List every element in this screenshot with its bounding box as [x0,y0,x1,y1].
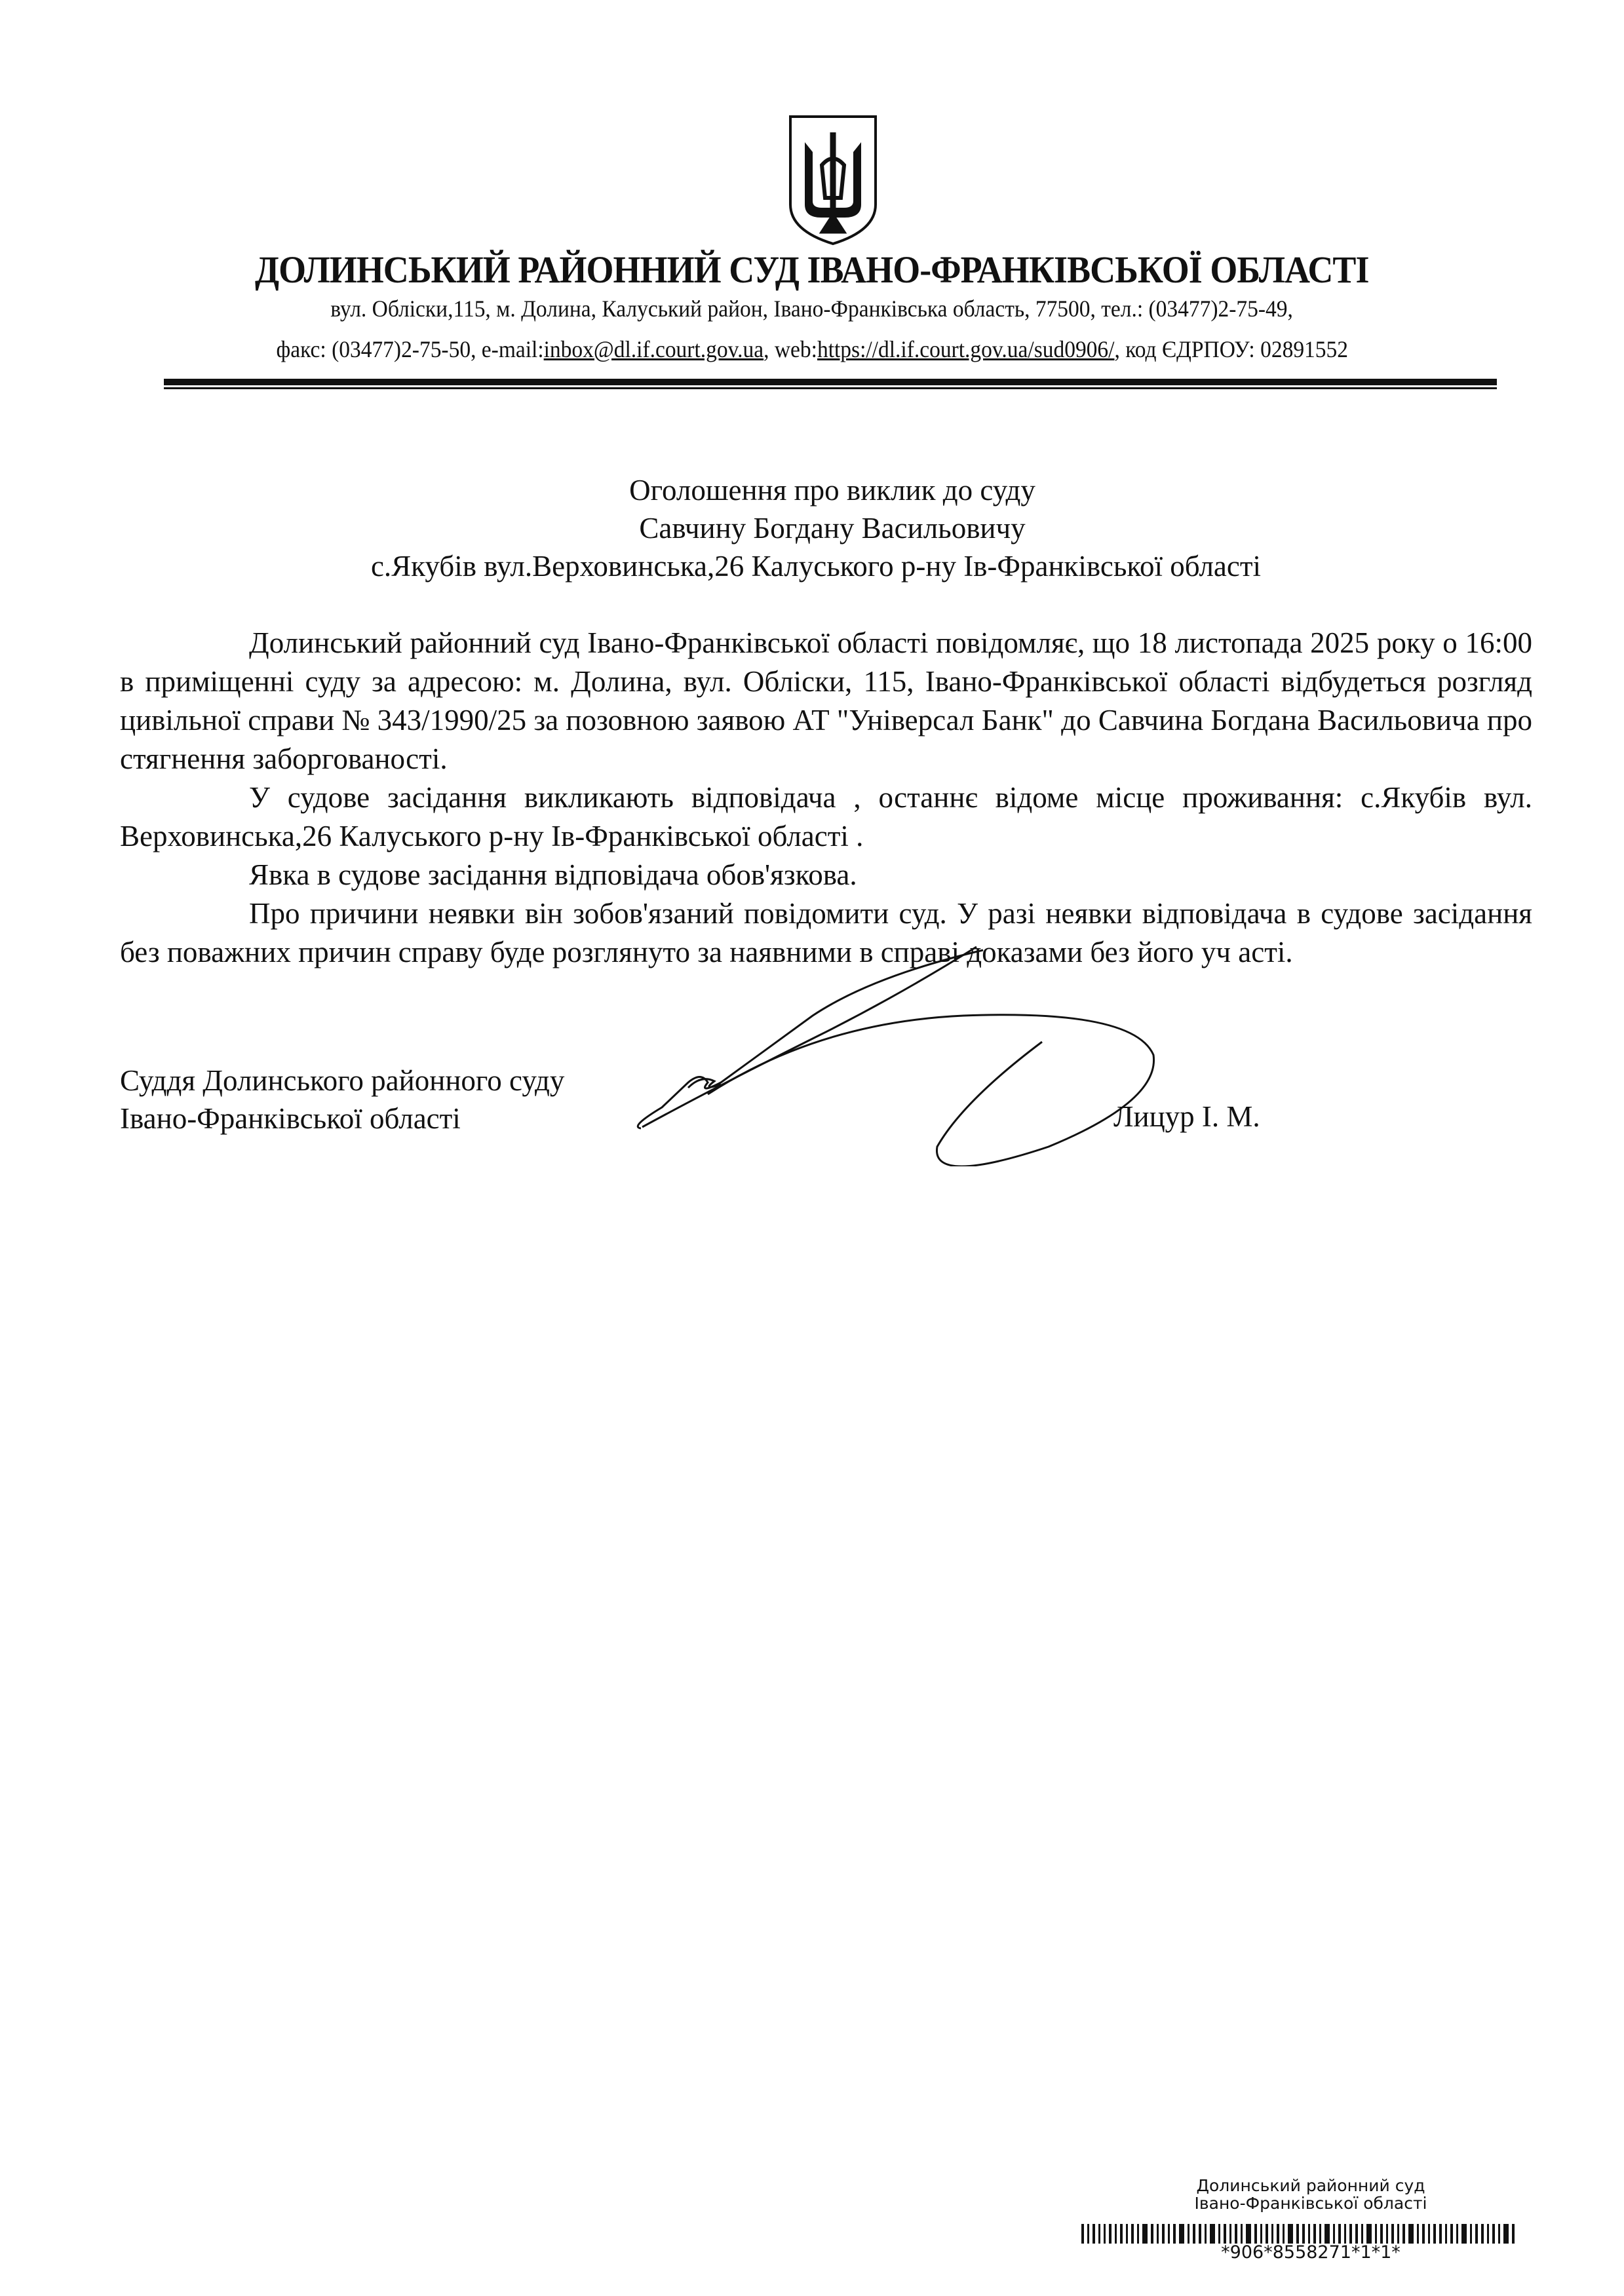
barcode-bar [1380,2224,1383,2244]
barcode-bar [1283,2224,1285,2244]
barcode-bar [1241,2224,1243,2244]
barcode-bar [1288,2224,1293,2244]
barcode-bar [1179,2224,1184,2244]
barcode-bar [1235,2224,1237,2244]
edrpou-code: , код ЄДРПОУ: 02891552 [1114,336,1348,362]
judge-name: Лицур І. М. [1113,1100,1260,1133]
barcode-bar [1492,2224,1495,2244]
barcode-bar [1308,2224,1310,2244]
barcode-bar [1104,2224,1106,2244]
registry-stamp [1075,2177,1547,2212]
barcode-bar [1355,2224,1358,2244]
barcode-bar [1422,2224,1425,2244]
header-divider-thin [164,387,1497,389]
barcode-bar [1397,2224,1399,2244]
barcode-bar [1098,2224,1100,2244]
judge-title-line2: Івано-Франківської області [120,1102,461,1135]
barcode-bar [1142,2224,1148,2244]
court-contacts [0,335,1624,363]
barcode-bar [1205,2224,1207,2244]
barcode-bar [1503,2224,1509,2244]
barcode-bar [1126,2224,1128,2244]
barcode-bar [1417,2224,1419,2244]
judge-title-line1: Суддя Долинського районного суду [120,1064,565,1097]
barcode-bar [1439,2224,1442,2244]
barcode-bar [1193,2224,1195,2244]
barcode-bar [1173,2224,1176,2244]
barcode-bar [1445,2224,1447,2244]
paragraph: Явка в судове засідання відповідача обов'язкова. [249,858,857,891]
barcode-bar [1229,2224,1231,2244]
barcode-bar [1461,2224,1467,2244]
barcode-bar [1428,2224,1430,2244]
header-divider-thick [164,379,1497,385]
fax-text: факс: (03477)2-75-50, e-mail: [276,336,544,362]
barcode-bar [1512,2224,1515,2244]
announcement-body [120,624,1532,972]
barcode-bar [1433,2224,1436,2244]
barcode-bar [1313,2224,1316,2244]
barcode-bar [1210,2224,1215,2244]
barcode-bar [1349,2224,1352,2244]
announcement-title: Оголошення про виклик до суду [629,474,1035,507]
barcode-bar [1386,2224,1388,2244]
paragraph: Долинський районний суд Івано-Франківської області повідомляє, що 18 листопада 2025 року о 16:00 в приміщенні суду за адресою: м. Долина, вул. Обліски, 115, Івано-Франківської області відбудеться розгляд цивільної справи № 343/1990/25 за позовною заявою АТ "Універсал Банк" до Савчина Богдана Васильовича про стягнення заборгованості. [120,626,1532,775]
barcode-bar [1087,2224,1089,2244]
barcode-bar [1481,2224,1484,2244]
barcode-bar [1470,2224,1472,2244]
barcode-bar [1260,2224,1262,2244]
barcode-bar [1131,2224,1134,2244]
barcode-bar [1254,2224,1257,2244]
stamp-line2: Івано-Франківської області [1194,2194,1427,2213]
barcode-bar [1366,2224,1372,2244]
barcode-bar [1402,2224,1405,2244]
barcode-bar [1081,2224,1084,2244]
barcode-bar [1338,2224,1341,2244]
barcode-bar [1361,2224,1363,2244]
barcode-bar [1277,2224,1279,2244]
barcode-number: *906*8558271*1*1* [1221,2242,1401,2263]
barcode-bar [1092,2224,1095,2244]
barcode-bar [1475,2224,1478,2244]
barcode-bar [1157,2224,1159,2244]
barcode-bar [1450,2224,1453,2244]
barcode-bar [1188,2224,1189,2244]
barcode [1081,2224,1540,2244]
barcode-bar [1456,2224,1458,2244]
barcode-bar [1487,2224,1489,2244]
barcode-bar [1344,2224,1346,2244]
barcode-bar [1120,2224,1123,2244]
barcode-bar [1199,2224,1201,2244]
paragraph: У судове засідання викликають відповідача , останнє відоме місце проживання: с.Якубів вул. Верховинська,26 Калуського р-ну Ів-Франківської області . [120,781,1532,852]
web-link[interactable]: https://dl.if.court.gov.ua/sud0906/ [817,336,1115,362]
addressee-name: Савчину Богдану Васильовичу [639,512,1026,545]
barcode-bar [1109,2224,1112,2244]
barcode-bar [1324,2224,1330,2244]
barcode-bar [1296,2224,1299,2244]
court-name: ДОЛИНСЬКИЙ РАЙОННИЙ СУД ІВАНО-ФРАНКІВСЬКОЇ ОБЛАСТІ [255,248,1369,291]
barcode-bar [1319,2224,1321,2244]
barcode-bar [1375,2224,1377,2244]
web-label: , web: [763,336,817,362]
paragraph: Про причини неявки він зобов'язаний повідомити суд. У разі неявки відповідача в судове засідання без поважних причин справу буде розглянуто за наявними в справі доказами без його уч асті. [120,897,1532,968]
barcode-bar [1115,2224,1117,2244]
barcode-bar [1224,2224,1226,2244]
judge-title [120,1062,564,1138]
barcode-bar [1137,2224,1139,2244]
barcode-bar [1302,2224,1305,2244]
handwritten-signature [623,930,1167,1166]
barcode-bar [1151,2224,1153,2244]
email-link[interactable]: inbox@dl.if.court.gov.ua [543,336,764,362]
stamp-line1: Долинський районний суд [1196,2176,1425,2195]
barcode-bar [1218,2224,1220,2244]
barcode-bar [1333,2224,1335,2244]
barcode-bar [1498,2224,1500,2244]
barcode-bar [1391,2224,1394,2244]
barcode-bar [1162,2224,1165,2244]
coat-of-arms-icon [785,113,881,247]
barcode-bar [1168,2224,1170,2244]
barcode-bar [1271,2224,1273,2244]
barcode-bar [1408,2224,1414,2244]
barcode-bar [1246,2224,1251,2244]
addressee-address: с.Якубів вул.Верховинська,26 Калуського р-ну Ів-Франківської області [370,550,1262,583]
barcode-bar [1266,2224,1268,2244]
court-address: вул. Обліски,115, м. Долина, Калуський район, Івано-Франківська область, 77500, тел.: (03477)2-75-49, [330,296,1294,322]
